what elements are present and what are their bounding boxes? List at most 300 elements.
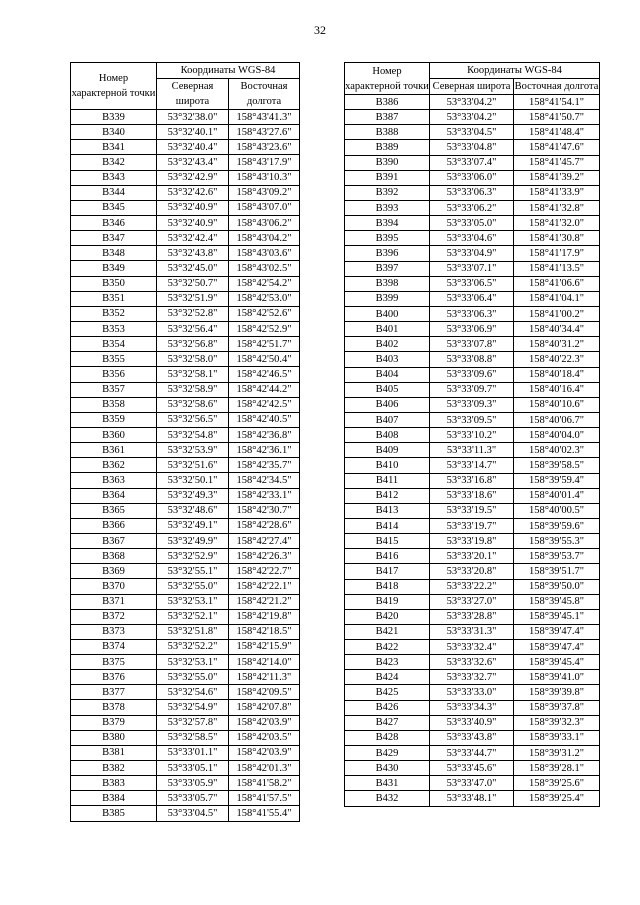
- longitude-cell: 158°42'14.0": [229, 655, 300, 670]
- latitude-cell: 53°32'52.2": [157, 639, 229, 654]
- latitude-cell: 53°33'06.0": [430, 170, 514, 185]
- table-row: [71, 579, 300, 594]
- table-row: [71, 231, 300, 246]
- longitude-cell: 158°42'40.5": [229, 412, 300, 427]
- longitude-cell: 158°42'26.3": [229, 549, 300, 564]
- table-row: [345, 685, 600, 700]
- latitude-header: Северная широта: [157, 79, 229, 110]
- table-row: [345, 761, 600, 776]
- table-row: [71, 624, 300, 639]
- longitude-cell: 158°39'53.7": [514, 549, 600, 564]
- latitude-cell: 53°32'40.1": [157, 125, 229, 140]
- point-number-cell: В372: [71, 609, 157, 624]
- point-number-cell: В348: [71, 246, 157, 261]
- point-number-cell: В384: [71, 791, 157, 806]
- latitude-cell: 53°33'18.6": [430, 488, 514, 503]
- point-number-cell: В388: [345, 125, 430, 140]
- longitude-cell: 158°43'23.6": [229, 140, 300, 155]
- table-row: [345, 776, 600, 791]
- point-number-cell: В418: [345, 579, 430, 594]
- table-row: [71, 715, 300, 730]
- point-number-cell: В425: [345, 685, 430, 700]
- point-number-cell: В397: [345, 261, 430, 276]
- table-row: [71, 700, 300, 715]
- wgs84-header: Координаты WGS-84: [430, 63, 600, 79]
- table-row: [71, 670, 300, 685]
- table-body-left: [71, 110, 300, 822]
- point-number-cell: В423: [345, 655, 430, 670]
- table-row: [71, 533, 300, 548]
- latitude-cell: 53°32'52.1": [157, 609, 229, 624]
- point-number-cell: В375: [71, 655, 157, 670]
- latitude-cell: 53°33'43.8": [430, 730, 514, 745]
- point-number-cell: В422: [345, 640, 430, 655]
- coordinates-table-right: [344, 62, 600, 807]
- longitude-cell: 158°42'19.8": [229, 609, 300, 624]
- longitude-cell: 158°42'36.1": [229, 443, 300, 458]
- latitude-cell: 53°32'50.7": [157, 276, 229, 291]
- table-row: [71, 110, 300, 125]
- point-number-cell: В396: [345, 246, 430, 261]
- table-row: [345, 443, 600, 458]
- longitude-cell: 158°39'47.4": [514, 624, 600, 639]
- table-row: [345, 261, 600, 276]
- point-number-cell: В389: [345, 140, 430, 155]
- table-row: [345, 503, 600, 518]
- point-number-cell: В402: [345, 337, 430, 352]
- point-number-cell: В424: [345, 670, 430, 685]
- point-number-cell: В394: [345, 216, 430, 231]
- table-row: [345, 488, 600, 503]
- latitude-cell: 53°32'40.9": [157, 200, 229, 215]
- longitude-cell: 158°39'58.5": [514, 458, 600, 473]
- point-number-cell: В342: [71, 155, 157, 170]
- latitude-cell: 53°33'31.3": [430, 624, 514, 639]
- latitude-cell: 53°32'51.6": [157, 458, 229, 473]
- longitude-cell: 158°42'03.9": [229, 745, 300, 760]
- longitude-cell: 158°43'27.6": [229, 125, 300, 140]
- point-number-cell: В340: [71, 125, 157, 140]
- point-number-cell: В382: [71, 761, 157, 776]
- point-number-cell: В365: [71, 503, 157, 518]
- table-row: [71, 321, 300, 336]
- longitude-cell: 158°43'07.0": [229, 200, 300, 215]
- point-number-cell: В428: [345, 730, 430, 745]
- latitude-cell: 53°33'19.8": [430, 534, 514, 549]
- latitude-cell: 53°33'04.5": [430, 125, 514, 140]
- longitude-cell: 158°40'06.7": [514, 412, 600, 427]
- table-row: [345, 125, 600, 140]
- point-number-cell: В401: [345, 322, 430, 337]
- point-number-cell: В341: [71, 140, 157, 155]
- table-row: [345, 95, 600, 110]
- latitude-cell: 53°32'58.0": [157, 352, 229, 367]
- table-row: [71, 473, 300, 488]
- longitude-cell: 158°40'22.3": [514, 352, 600, 367]
- longitude-cell: 158°42'36.8": [229, 427, 300, 442]
- longitude-cell: 158°42'54.2": [229, 276, 300, 291]
- table-row: [71, 564, 300, 579]
- wgs84-header: Координаты WGS-84: [157, 63, 300, 79]
- longitude-cell: 158°39'39.8": [514, 685, 600, 700]
- point-number-cell: В346: [71, 215, 157, 230]
- longitude-cell: 158°40'10.6": [514, 397, 600, 412]
- point-number-cell: В399: [345, 291, 430, 306]
- latitude-cell: 53°33'16.8": [430, 473, 514, 488]
- point-number-cell: В379: [71, 715, 157, 730]
- point-number-cell: В351: [71, 291, 157, 306]
- point-number-cell: В345: [71, 200, 157, 215]
- point-number-cell: В390: [345, 155, 430, 170]
- table-row: [345, 594, 600, 609]
- point-number-cell: В426: [345, 700, 430, 715]
- table-row: [71, 518, 300, 533]
- table-row: [345, 564, 600, 579]
- longitude-header: Восточная долгота: [229, 79, 300, 110]
- table-row: [71, 761, 300, 776]
- point-number-cell: В362: [71, 458, 157, 473]
- latitude-cell: 53°32'57.8": [157, 715, 229, 730]
- longitude-cell: 158°39'33.1": [514, 730, 600, 745]
- latitude-cell: 53°33'48.1": [430, 791, 514, 806]
- point-number-cell: В400: [345, 306, 430, 321]
- table-row: [71, 306, 300, 321]
- latitude-cell: 53°33'06.3": [430, 306, 514, 321]
- latitude-cell: 53°33'32.4": [430, 640, 514, 655]
- table-row: [345, 791, 600, 806]
- table-row: [71, 155, 300, 170]
- latitude-cell: 53°32'55.0": [157, 579, 229, 594]
- point-number-cell: В387: [345, 110, 430, 125]
- latitude-cell: 53°32'49.1": [157, 518, 229, 533]
- latitude-cell: 53°33'14.7": [430, 458, 514, 473]
- latitude-cell: 53°33'40.9": [430, 715, 514, 730]
- latitude-cell: 53°33'05.7": [157, 791, 229, 806]
- longitude-cell: 158°40'34.4": [514, 322, 600, 337]
- point-number-cell: В381: [71, 745, 157, 760]
- table-row: [71, 337, 300, 352]
- point-number-cell: В405: [345, 382, 430, 397]
- point-number-cell: В360: [71, 427, 157, 442]
- latitude-cell: 53°32'45.0": [157, 261, 229, 276]
- table-row: [71, 443, 300, 458]
- table-row: [71, 185, 300, 200]
- longitude-cell: 158°42'44.2": [229, 382, 300, 397]
- point-number-cell: В411: [345, 473, 430, 488]
- longitude-cell: 158°41'32.8": [514, 200, 600, 215]
- point-number-cell: В404: [345, 367, 430, 382]
- longitude-cell: 158°42'15.9": [229, 639, 300, 654]
- longitude-cell: 158°40'02.3": [514, 443, 600, 458]
- latitude-cell: 53°32'58.9": [157, 382, 229, 397]
- longitude-cell: 158°43'41.3": [229, 110, 300, 125]
- latitude-cell: 53°33'05.1": [157, 761, 229, 776]
- latitude-cell: 53°33'06.3": [430, 185, 514, 200]
- longitude-cell: 158°39'37.8": [514, 700, 600, 715]
- table-row: [71, 352, 300, 367]
- point-number-cell: В357: [71, 382, 157, 397]
- table-row: [71, 215, 300, 230]
- longitude-cell: 158°39'25.6": [514, 776, 600, 791]
- point-number-cell: В363: [71, 473, 157, 488]
- table-row: [345, 473, 600, 488]
- latitude-cell: 53°33'04.8": [430, 140, 514, 155]
- latitude-cell: 53°32'58.6": [157, 397, 229, 412]
- point-number-cell: В385: [71, 806, 157, 821]
- longitude-cell: 158°42'53.0": [229, 291, 300, 306]
- point-number-cell: В432: [345, 791, 430, 806]
- point-number-cell: В431: [345, 776, 430, 791]
- longitude-cell: 158°43'02.5": [229, 261, 300, 276]
- latitude-cell: 53°33'22.2": [430, 579, 514, 594]
- latitude-cell: 53°32'42.6": [157, 185, 229, 200]
- longitude-cell: 158°39'25.4": [514, 791, 600, 806]
- longitude-header: Восточная долгота: [514, 79, 600, 95]
- point-number-cell: В398: [345, 276, 430, 291]
- longitude-cell: 158°42'03.9": [229, 715, 300, 730]
- longitude-cell: 158°41'00.2": [514, 306, 600, 321]
- longitude-cell: 158°39'32.3": [514, 715, 600, 730]
- table-row: [345, 306, 600, 321]
- table-row: [71, 412, 300, 427]
- longitude-cell: 158°40'31.2": [514, 337, 600, 352]
- table-row: [345, 352, 600, 367]
- table-row: [345, 140, 600, 155]
- table-row: [71, 609, 300, 624]
- longitude-cell: 158°43'06.2": [229, 215, 300, 230]
- point-number-cell: В407: [345, 412, 430, 427]
- longitude-cell: 158°42'35.7": [229, 458, 300, 473]
- table-row: [345, 534, 600, 549]
- table-row: [345, 231, 600, 246]
- point-number-cell: В364: [71, 488, 157, 503]
- latitude-cell: 53°32'53.1": [157, 594, 229, 609]
- point-number-cell: В347: [71, 231, 157, 246]
- point-number-cell: В419: [345, 594, 430, 609]
- point-number-cell: В408: [345, 428, 430, 443]
- point-number-cell: В406: [345, 397, 430, 412]
- table-row: [345, 579, 600, 594]
- point-number-cell: В376: [71, 670, 157, 685]
- longitude-cell: 158°39'51.7": [514, 564, 600, 579]
- point-number-cell: В366: [71, 518, 157, 533]
- table-row: [345, 730, 600, 745]
- point-number-cell: В355: [71, 352, 157, 367]
- point-number-cell: В392: [345, 185, 430, 200]
- longitude-cell: 158°42'28.6": [229, 518, 300, 533]
- point-number-cell: В403: [345, 352, 430, 367]
- longitude-cell: 158°42'52.6": [229, 306, 300, 321]
- table-row: [71, 367, 300, 382]
- longitude-cell: 158°40'18.4": [514, 367, 600, 382]
- table-body-right: [345, 95, 600, 807]
- latitude-cell: 53°32'53.9": [157, 443, 229, 458]
- longitude-cell: 158°41'45.7": [514, 155, 600, 170]
- latitude-cell: 53°33'09.6": [430, 367, 514, 382]
- point-number-cell: В417: [345, 564, 430, 579]
- longitude-cell: 158°40'01.4": [514, 488, 600, 503]
- table-row: [345, 291, 600, 306]
- latitude-cell: 53°33'44.7": [430, 746, 514, 761]
- point-number-cell: В413: [345, 503, 430, 518]
- table-row: [71, 382, 300, 397]
- table-row: [345, 322, 600, 337]
- latitude-header: Северная широта: [430, 79, 514, 95]
- point-number-cell: В412: [345, 488, 430, 503]
- longitude-cell: 158°39'31.2": [514, 746, 600, 761]
- longitude-cell: 158°40'00.5": [514, 503, 600, 518]
- longitude-cell: 158°41'47.6": [514, 140, 600, 155]
- longitude-cell: 158°41'58.2": [229, 776, 300, 791]
- latitude-cell: 53°32'58.5": [157, 730, 229, 745]
- point-number-cell: В386: [345, 95, 430, 110]
- point-number-cell: В373: [71, 624, 157, 639]
- longitude-cell: 158°41'04.1": [514, 291, 600, 306]
- point-number-cell: В429: [345, 746, 430, 761]
- point-number-cell: В383: [71, 776, 157, 791]
- table-row: [71, 246, 300, 261]
- longitude-cell: 158°42'01.3": [229, 761, 300, 776]
- table-row: [345, 458, 600, 473]
- longitude-cell: 158°41'54.1": [514, 95, 600, 110]
- latitude-cell: 53°33'27.0": [430, 594, 514, 609]
- table-row: [345, 715, 600, 730]
- latitude-cell: 53°32'38.0": [157, 110, 229, 125]
- latitude-cell: 53°32'56.5": [157, 412, 229, 427]
- table-row: [71, 170, 300, 185]
- latitude-cell: 53°32'42.4": [157, 231, 229, 246]
- latitude-cell: 53°33'05.9": [157, 776, 229, 791]
- table-row: [345, 655, 600, 670]
- point-number-cell: В353: [71, 321, 157, 336]
- latitude-cell: 53°33'07.8": [430, 337, 514, 352]
- table-row: [345, 746, 600, 761]
- latitude-cell: 53°33'09.3": [430, 397, 514, 412]
- latitude-cell: 53°32'54.8": [157, 427, 229, 442]
- latitude-cell: 53°32'49.9": [157, 533, 229, 548]
- table-row: [345, 367, 600, 382]
- longitude-cell: 158°41'33.9": [514, 185, 600, 200]
- table-row: [345, 110, 600, 125]
- latitude-cell: 53°32'49.3": [157, 488, 229, 503]
- longitude-cell: 158°39'45.4": [514, 655, 600, 670]
- longitude-cell: 158°41'55.4": [229, 806, 300, 821]
- point-number-cell: В368: [71, 549, 157, 564]
- table-row: [71, 397, 300, 412]
- longitude-cell: 158°39'45.1": [514, 609, 600, 624]
- latitude-cell: 53°33'08.8": [430, 352, 514, 367]
- point-number-cell: В356: [71, 367, 157, 382]
- page-number: 32: [314, 23, 326, 37]
- latitude-cell: 53°33'20.1": [430, 549, 514, 564]
- point-number-cell: В343: [71, 170, 157, 185]
- latitude-cell: 53°33'06.9": [430, 322, 514, 337]
- table-row: [71, 276, 300, 291]
- table-row: [71, 488, 300, 503]
- table-row: [71, 594, 300, 609]
- longitude-cell: 158°42'18.5": [229, 624, 300, 639]
- table-row: [71, 458, 300, 473]
- latitude-cell: 53°32'51.8": [157, 624, 229, 639]
- table-row: [345, 640, 600, 655]
- table-row: [71, 745, 300, 760]
- longitude-cell: 158°42'03.5": [229, 730, 300, 745]
- point-number-cell: В420: [345, 609, 430, 624]
- point-number-header: Номер характерной точки: [71, 63, 157, 110]
- longitude-cell: 158°42'27.4": [229, 533, 300, 548]
- point-number-cell: В374: [71, 639, 157, 654]
- latitude-cell: 53°32'55.1": [157, 564, 229, 579]
- latitude-cell: 53°32'50.1": [157, 473, 229, 488]
- point-number-cell: В370: [71, 579, 157, 594]
- latitude-cell: 53°33'19.5": [430, 503, 514, 518]
- longitude-cell: 158°42'50.4": [229, 352, 300, 367]
- point-number-cell: В430: [345, 761, 430, 776]
- point-number-cell: В367: [71, 533, 157, 548]
- latitude-cell: 53°32'55.0": [157, 670, 229, 685]
- latitude-cell: 53°33'07.4": [430, 155, 514, 170]
- point-number-cell: В421: [345, 624, 430, 639]
- point-number-cell: В349: [71, 261, 157, 276]
- latitude-cell: 53°33'28.8": [430, 609, 514, 624]
- longitude-cell: 158°42'52.9": [229, 321, 300, 336]
- table-row: [345, 700, 600, 715]
- point-number-cell: В354: [71, 337, 157, 352]
- latitude-cell: 53°32'54.9": [157, 700, 229, 715]
- latitude-cell: 53°33'06.5": [430, 276, 514, 291]
- point-number-cell: В416: [345, 549, 430, 564]
- latitude-cell: 53°32'40.9": [157, 215, 229, 230]
- longitude-cell: 158°39'28.1": [514, 761, 600, 776]
- latitude-cell: 53°32'56.8": [157, 337, 229, 352]
- longitude-cell: 158°41'32.0": [514, 216, 600, 231]
- latitude-cell: 53°33'06.2": [430, 200, 514, 215]
- table-row: [345, 276, 600, 291]
- longitude-cell: 158°42'34.5": [229, 473, 300, 488]
- table-row: [71, 549, 300, 564]
- table-row: [345, 170, 600, 185]
- longitude-cell: 158°41'50.7": [514, 110, 600, 125]
- point-number-cell: В371: [71, 594, 157, 609]
- latitude-cell: 53°33'09.7": [430, 382, 514, 397]
- table-row: [345, 200, 600, 215]
- latitude-cell: 53°33'45.6": [430, 761, 514, 776]
- point-number-cell: В358: [71, 397, 157, 412]
- longitude-cell: 158°39'45.8": [514, 594, 600, 609]
- longitude-cell: 158°39'47.4": [514, 640, 600, 655]
- longitude-cell: 158°39'59.4": [514, 473, 600, 488]
- longitude-cell: 158°41'48.4": [514, 125, 600, 140]
- latitude-cell: 53°32'53.1": [157, 655, 229, 670]
- latitude-cell: 53°33'04.2": [430, 95, 514, 110]
- latitude-cell: 53°33'06.4": [430, 291, 514, 306]
- longitude-cell: 158°41'13.5": [514, 261, 600, 276]
- table-row: [345, 382, 600, 397]
- latitude-cell: 53°32'51.9": [157, 291, 229, 306]
- longitude-cell: 158°41'57.5": [229, 791, 300, 806]
- latitude-cell: 53°32'54.6": [157, 685, 229, 700]
- table-row: [71, 140, 300, 155]
- longitude-cell: 158°42'09.5": [229, 685, 300, 700]
- latitude-cell: 53°32'52.8": [157, 306, 229, 321]
- latitude-cell: 53°33'34.3": [430, 700, 514, 715]
- table-row: [71, 806, 300, 821]
- latitude-cell: 53°32'58.1": [157, 367, 229, 382]
- longitude-cell: 158°41'30.8": [514, 231, 600, 246]
- table-row: [71, 730, 300, 745]
- longitude-cell: 158°39'59.6": [514, 518, 600, 533]
- point-number-cell: В359: [71, 412, 157, 427]
